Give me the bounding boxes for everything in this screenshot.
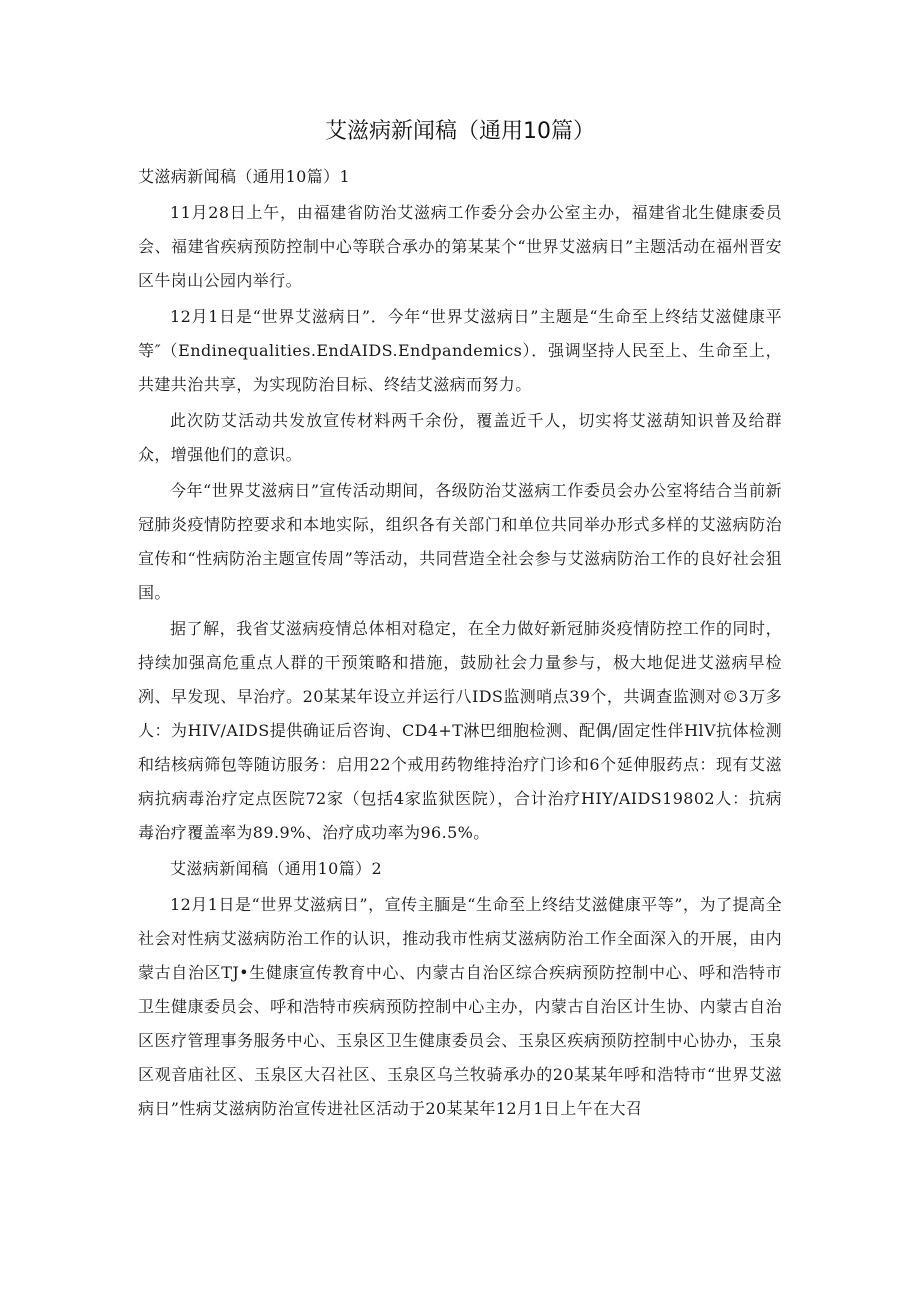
section-heading-1: 艾滋病新闻稿（通用10篇）1 bbox=[138, 167, 351, 186]
paragraph: 11月28日上午，由福建省防治艾滋病工作委分会办公室主办，福建省北生健康委员会、福建省疾病预防控制中心等联合承办的第某某个“世界艾滋病日”主题活动在福州晋安区牛岗山公园内举行。 bbox=[138, 203, 782, 290]
paragraph: 据了解，我省艾滋病疫情总体相对稳定，在全力做好新冠肺炎疫情防控工作的同时，持续加强高危重点人群的干预策略和措施，鼓励社会力量参与，极大地促进艾滋病早检冽、早发现、早治疗。20某某年设立并运行八IDS监测哨点39个，共调查监测对©3万多人：为HIV/AIDS提供确证后咨询、CD4+T淋巴细胞检测、配偶/固定性伴HlV抗体检测和结核病筛包等随访服务：启用22个戒用药物维持治疗门诊和6个延伸服药点：现有艾滋病抗病毒治疗定点医院72家（包括4家监狱医院），合计治疗HIY/AIDS19802人：抗病毒治疗覆盖率为89.9%、治疗成功率为96.5%。 bbox=[138, 619, 782, 842]
document-title: 艾滋病新闻稿（通用10篇） bbox=[325, 119, 595, 144]
section-heading-2: 艾滋病新闻稿（通用10篇）2 bbox=[170, 859, 383, 878]
paragraph: 此次防艾活动共发放宣传材料两千余份，覆盖近千人，切实将艾滋葫知识普及给群众，增强他们的意识。 bbox=[138, 411, 782, 464]
paragraph: 12月1日是“世界艾滋病日”．今年“世界艾滋病日”主题是“生命至上终结艾滋健康平等″（Endinequalities.EndAIDS.Endpandemics）．强调坚持人民至上、生命至上，共建共治共享，为实现防治目标、终结艾滋病而努力。 bbox=[138, 307, 782, 394]
paragraph: 今年“世界艾滋病日”宣传活动期间，各级防治艾滋病工作委员会办公室将结合当前新冠肺炎疫情防控要求和本地实际，组织各有关部门和单位共同举办形式多样的艾滋病防治宣传和“性病防治主题宣传周”等活动，共同营造全社会参与艾滋病防治工作的良好社会狙国。 bbox=[138, 481, 782, 602]
document-body bbox=[138, 160, 782, 1128]
paragraph: 12月1日是“世界艾滋病日”，宣传主腼是“生命至上终结艾滋健康平等”，为了提高全社会对性病艾滋病防治工作的认识，推动我市性病艾滋病防治工作全面深入的开展，由内蒙古自治区TJ•生健康宣传教育中心、内蒙古自治区综合疾病预防控制中心、呼和浩特市卫生健康委员会、呼和浩特市疾病预防控制中心主办，内蒙古自治区计生协、内蒙古自治区医疗管理事务服务中心、玉泉区卫生健康委员会、玉泉区疾病预防控制中心协办，玉泉区观音庙社区、玉泉区大召社区、玉泉区乌兰牧骑承办的20某某年呼和浩特市“世界艾滋病日”性病艾滋病防治宣传进社区活动于20某某年12月1日上午在大召 bbox=[138, 895, 782, 1118]
